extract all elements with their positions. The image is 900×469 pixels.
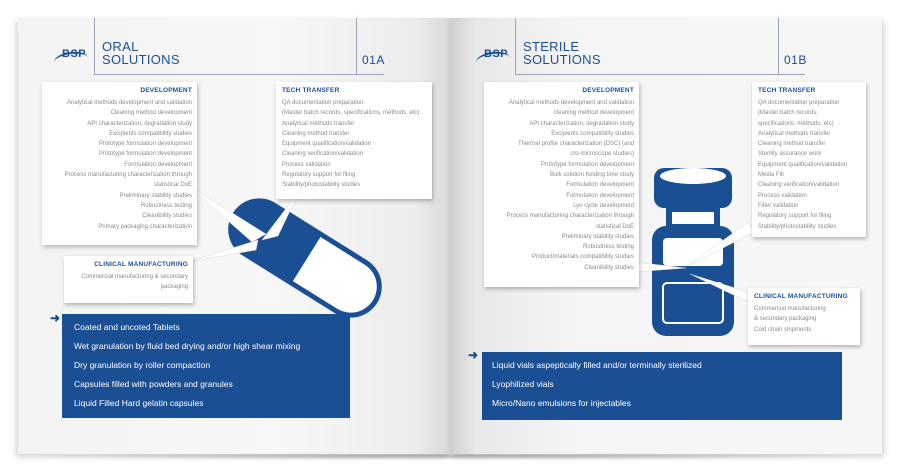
dev-item: Process manufacturing characterization through [64, 172, 192, 179]
dev-item: Formulation development [124, 161, 192, 168]
tech-item: Process validation [282, 161, 331, 168]
dev-item: API characterization, degradation study [529, 120, 634, 127]
dev-item: Thermal profile characterization (DSC) (and [517, 141, 634, 148]
title-line-1: ORAL [102, 39, 139, 54]
arrow-icon: ➜ [468, 348, 479, 362]
tech-item: Stability/photostability studies [758, 223, 837, 230]
dev-item: Cleanibility studies [142, 213, 192, 220]
tech-item: QA documentation preparation [758, 100, 840, 106]
dev-item: Prototype formulation development [98, 151, 192, 158]
dev-item: Excipients compatibility studies [551, 130, 634, 137]
dev-item: Robustness testing [582, 244, 634, 251]
dev-item: Product/materials compatibility studies [531, 254, 634, 261]
capability-item: Liquid vials aspeptically filled and/or terminally sterilized [492, 360, 702, 370]
section-code: 01B [784, 53, 807, 67]
dev-item: Primary packaging characterization [98, 223, 192, 230]
dev-item: Prototype formulation development [98, 141, 192, 148]
tech-item: Analytical methods transfer [282, 120, 355, 127]
capability-item: Coated and uncoted Tablets [74, 322, 180, 332]
clinical-item: & secondary packaging [754, 316, 817, 323]
clinical-heading: CLINICAL MANUFACTURING [94, 261, 188, 268]
clinical-item: packaging [160, 284, 188, 291]
logo-text: BSP [484, 48, 509, 60]
clinical-callout [748, 288, 860, 345]
tech-item: Media Fill [758, 172, 784, 179]
dev-item: Analytical methods development and validation [508, 100, 634, 106]
capability-item: Dry granulation by roller compaction [74, 360, 211, 370]
tech-item: (Master batch records, specifications, methods, etc) [282, 110, 420, 117]
clinical-item: Commercial manufacturing & secondary [81, 274, 188, 280]
title-line-1: STERILE [523, 39, 580, 54]
capability-item: Liquid Filled Hard gelatin capsules [74, 398, 204, 408]
vial-icon [652, 168, 734, 336]
tech-transfer-callout [752, 82, 866, 237]
tech-item: specifications, methods, etc) [758, 120, 834, 127]
capabilities-box [482, 352, 842, 420]
tech-item: Regulatory support for filing [758, 213, 832, 220]
tech-item: Analytical methods transfer [758, 130, 831, 137]
title-line-2: SOLUTIONS [102, 52, 180, 67]
clinical-heading: CLINICAL MANUFACTURING [754, 293, 848, 300]
tech-item: Cleaning verification/validation [282, 151, 364, 158]
dev-item: Prototype formulation development [540, 161, 634, 168]
title-line-2: SOLUTIONS [523, 52, 601, 67]
dev-item: Cleanibility studies [584, 264, 634, 271]
clinical-item: Cold chain shipments [754, 326, 812, 333]
dev-item: Formulation development [566, 192, 634, 199]
tech-item: (Master batch records, [758, 110, 819, 117]
capability-item: Capsules filled with powders and granules [74, 379, 233, 389]
tech-item: Equipment qualification/validation [282, 141, 372, 148]
tech-item: Cleaning method transfer [758, 141, 826, 148]
dev-item: Robustness testing [140, 202, 192, 209]
section-code: 01A [362, 53, 385, 67]
dev-item: Excipients compatibility studies [109, 130, 192, 137]
dev-item: Bulk solution holding time study [549, 172, 634, 179]
tech-item: Regulatory support for filing [282, 172, 356, 179]
dev-item: API characterization, degradation study [87, 120, 192, 127]
tech-transfer-heading: TECH TRANSFER [282, 87, 340, 94]
dev-item: Preliminary stability studies [119, 192, 192, 199]
logo-text: BSP [62, 48, 87, 60]
tech-item: Cleaning method transfer [282, 130, 350, 137]
dev-item: Cleaning method development [110, 110, 192, 117]
capability-item: Micro/Nano emulsions for injectables [492, 398, 631, 408]
dev-item: statistical DoE [153, 182, 192, 189]
tech-item: Stability/photostability studies [282, 182, 361, 189]
development-heading: DEVELOPMENT [140, 87, 192, 94]
development-heading: DEVELOPMENT [582, 87, 634, 94]
tech-item: Cleaning verification/validation [758, 182, 840, 189]
tech-transfer-heading: TECH TRANSFER [758, 87, 816, 94]
tech-item: Process validation [758, 192, 807, 199]
clinical-item: Commercial manufacturing [754, 306, 826, 312]
tech-item: Equipment qualification/validation [758, 161, 848, 168]
tech-item: Filter validation [758, 202, 799, 209]
tech-item: Sterility assurance work [758, 151, 822, 158]
dev-item: Preliminary stability studies [561, 233, 634, 240]
dev-item: statistical DoE [595, 223, 634, 230]
development-callout [484, 82, 639, 287]
dev-item: Analytical methods development and validation [66, 100, 192, 106]
tech-item: QA documentation preparation [282, 100, 364, 106]
capability-item: Wet granulation by fluid bed drying and/or high shear mixing [74, 341, 301, 351]
dev-item: Lyo cycle development [573, 202, 634, 209]
dev-item: cro-microscope studies) [570, 151, 634, 158]
dev-item: Formulation development [566, 182, 634, 189]
dev-item: Process manufacturing characterization through [506, 213, 634, 220]
capability-item: Lyophilized vials [492, 379, 554, 389]
dev-item: cleaning method development [553, 110, 634, 117]
arrow-icon: ➜ [50, 311, 61, 325]
